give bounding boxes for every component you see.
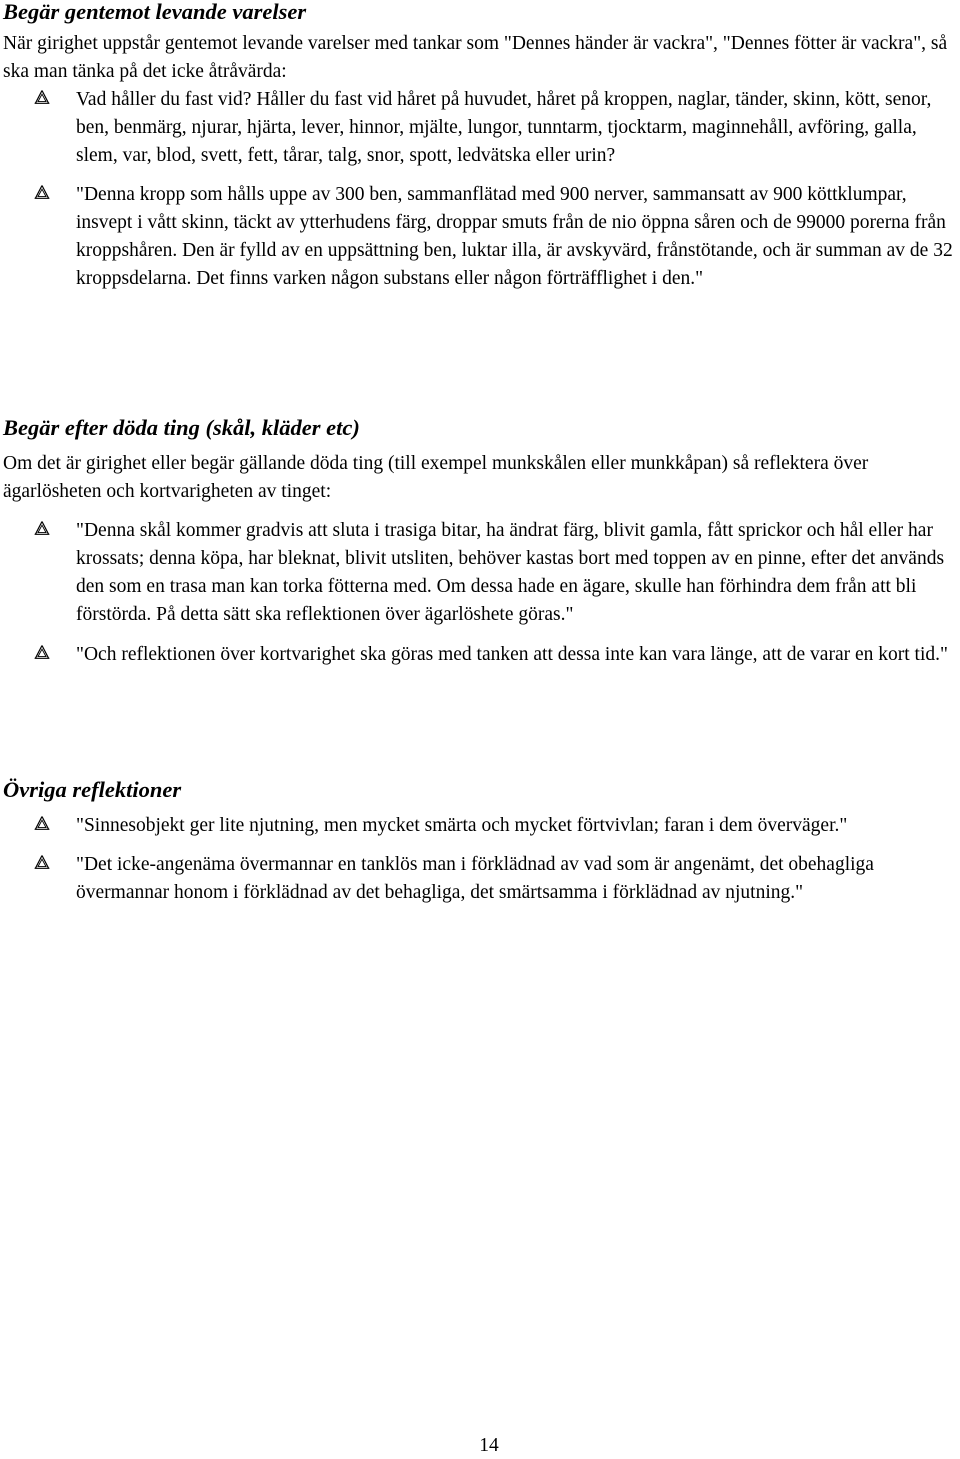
dharma-wheel-icon	[34, 184, 50, 200]
list-item-text: "Sinnesobjekt ger lite njutning, men mycket smärta och mycket förtvivlan; faran i dem överväger."	[76, 815, 848, 836]
page-number: 14	[479, 1435, 499, 1456]
dharma-wheel-icon	[34, 89, 50, 105]
section-heading-dead-things: Begär efter döda ting (skål, kläder etc)	[3, 415, 360, 440]
list-item	[0, 641, 960, 669]
bullet-list-dead-things	[0, 517, 960, 669]
dharma-wheel-icon	[34, 854, 50, 870]
section-heading-living-beings: Begär gentemot levande varelser	[3, 0, 307, 24]
bullet-list-living-beings	[0, 86, 960, 293]
bullet-list-other-reflections	[0, 812, 960, 907]
list-item	[0, 181, 960, 293]
dharma-wheel-icon	[34, 520, 50, 536]
section-heading-other-reflections: Övriga reflektioner	[3, 777, 182, 802]
section-intro-living-beings: När girighet uppstår gentemot levande varelser med tankar som "Dennes händer är vackra", "Dennes fötter är vackra", så ska man tänka på det icke åtråvärda:	[3, 33, 948, 82]
list-item-text: "Det icke-angenäma övermannar en tanklös man i förklädnad av vad som är angenämt, det obehagliga övermannar honom i förklädnad av det behagliga, det smärtsamma i förklädnad av njutning."	[76, 854, 874, 903]
list-item	[0, 86, 960, 170]
list-item	[0, 851, 960, 907]
list-item-text: "Denna skål kommer gradvis att sluta i trasiga bitar, ha ändrat färg, blivit gamla, fått sprickor och hål eller har krossats; denna köpa, har bleknat, blivit utsliten, behöver kastas bort med toppen av en pinne, efter det används den som en trasa man kan torka fötterna med. Om dessa hade en ägare, skulle han förhindra dem från att bli förstörda. På detta sätt ska reflektionen över ägarlöshete göras."	[76, 520, 945, 625]
list-item	[0, 517, 960, 629]
dharma-wheel-icon	[34, 815, 50, 831]
list-item	[0, 812, 960, 840]
list-item-text: "Och reflektionen över kortvarighet ska göras med tanken att dessa inte kan vara länge, att de varar en kort tid."	[76, 644, 948, 665]
list-item-text: "Denna kropp som hålls uppe av 300 ben, sammanflätad med 900 nerver, sammansatt av 900 köttklumpar, insvept i vått skinn, täckt av ytterhudens färg, droppar smuts från de nio öppna såren och de 99000 porerna från kroppshåren. Den är fylld av en uppsättning ben, luktar illa, är avskyvärd, frånstötande, och är summan av de 32 kroppsdelarna. Det finns varken någon substans eller någon förträfflighet i den."	[76, 184, 953, 289]
dharma-wheel-icon	[34, 644, 50, 660]
list-item-text: Vad håller du fast vid? Håller du fast vid håret på huvudet, håret på kroppen, naglar, tänder, skinn, kött, senor, ben, benmärg, njurar, hjärta, lever, hinnor, mjälte, lungor, tunntarm, tjocktarm, maginnehåll, avföring, galla, slem, var, blod, svett, fett, tårar, talg, snor, spott, ledvätska eller urin?	[76, 89, 932, 166]
section-intro-dead-things: Om det är girighet eller begär gällande döda ting (till exempel munkskålen eller munkkåpan) så reflektera över ägarlösheten och kortvarigheten av tinget:	[3, 453, 869, 502]
